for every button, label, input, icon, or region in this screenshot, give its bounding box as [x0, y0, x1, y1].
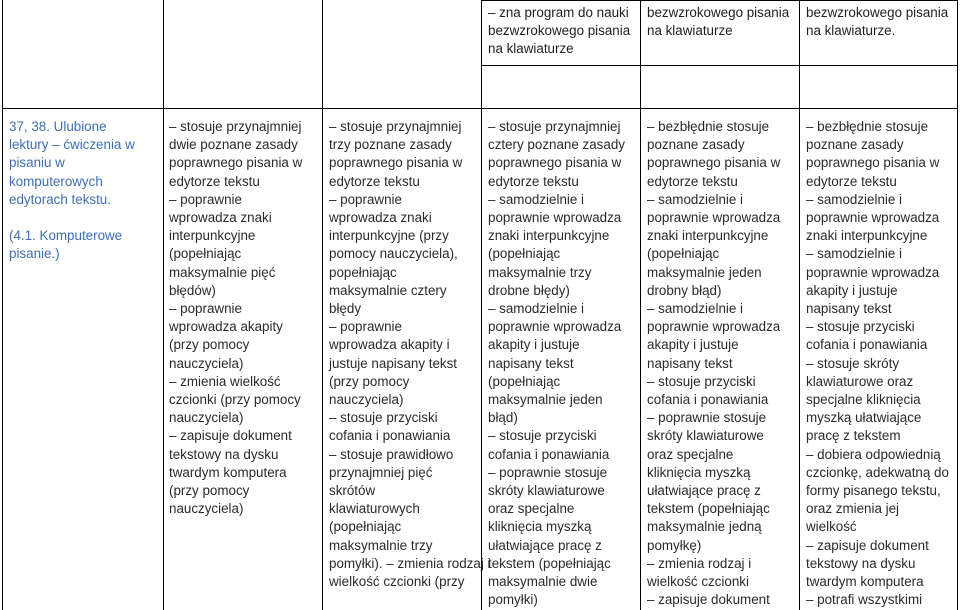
cell-top-col7	[806, 4, 948, 40]
row-divider-top	[481, 0, 958, 1]
cell-line: tekstowy na dysku	[806, 555, 916, 571]
cell-line: – poprawnie	[329, 191, 402, 207]
table-border-left	[2, 0, 3, 610]
cell-line: – samodzielnie i	[488, 191, 585, 207]
cell-line: bezwzrokowego pisania	[488, 23, 631, 39]
cell-line: – stosuje przynajmniej	[169, 119, 302, 134]
table-border-col5	[799, 0, 800, 610]
cell-line: – samodzielnie i	[806, 191, 903, 207]
cell-line: skrótów	[329, 483, 376, 499]
cell-grade-2	[169, 118, 302, 518]
cell-line: bezwzrokowego pisania	[806, 5, 949, 20]
cell-line: interpunkcyjne (przy	[329, 228, 449, 244]
cell-line: – stosuje przyciski	[647, 373, 756, 389]
cell-line: cztery poznane zasady	[488, 137, 625, 153]
cell-line: edytorze tekstu	[329, 173, 420, 189]
cell-line: cofania i ponawiania	[647, 392, 769, 408]
cell-top-col6	[647, 4, 789, 40]
cell-line: – zmienia wielkość	[169, 373, 281, 389]
cell-line: poznane zasady	[806, 137, 904, 153]
cell-line: klawiaturowe oraz	[806, 373, 914, 389]
cell-line: trzy poznane zasady	[329, 137, 452, 153]
cell-line: pomocy nauczyciela),	[329, 246, 458, 262]
cell-line: akapity i justuje	[488, 337, 580, 353]
cell-line: wprowadza akapity	[169, 319, 283, 335]
cell-line: maksymalnie jedną	[647, 519, 762, 535]
cell-line: bezwzrokowego pisania	[647, 5, 790, 20]
cell-line: błędów)	[169, 282, 216, 298]
cell-line: (popełniając	[169, 246, 242, 262]
cell-line: pracę z tekstem	[806, 428, 901, 444]
cell-line: błąd)	[488, 410, 518, 426]
cell-line: (4.1. Komputerowe	[9, 228, 123, 244]
cell-line: edytorze tekstu	[806, 173, 897, 189]
cell-line: czcionki (przy pomocy	[169, 392, 301, 408]
cell-line: pisaniu w	[9, 155, 65, 171]
cell-line: komputerowych	[9, 173, 103, 189]
cell-line: poprawnie wprowadza	[806, 264, 940, 280]
cell-grade-4	[488, 118, 625, 609]
cell-line: ułatwiające pracę z	[647, 483, 761, 499]
cell-line: poprawnie wprowadza	[488, 319, 622, 335]
cell-line: edytorze tekstu	[488, 173, 579, 189]
cell-line: poprawnego pisania w	[806, 155, 940, 171]
cell-line: – samodzielnie i	[647, 301, 744, 317]
cell-line: (popełniając	[329, 519, 402, 535]
cell-line: pomyłki). – zmienia rodzaj i	[329, 555, 491, 571]
cell-line: edytorach tekstu.	[9, 191, 111, 207]
cell-line: wielkość czcionki (przy	[329, 574, 465, 590]
cell-line: twardym komputera	[169, 464, 287, 480]
cell-line: – zapisuje dokument	[169, 428, 292, 444]
cell-line: maksymalnie trzy	[329, 537, 433, 553]
cell-line: pomyłkę)	[647, 537, 702, 553]
cell-line: tekstem (popełniając	[647, 501, 770, 517]
cell-line: napisany tekst	[647, 355, 733, 371]
cell-line: dwie poznane zasady	[169, 137, 298, 153]
cell-line: znaki interpunkcyjne	[488, 228, 610, 244]
cell-line: na klawiaturze	[488, 41, 574, 57]
cell-line: edytorze tekstu	[169, 173, 260, 189]
cell-line: skróty klawiaturowe	[488, 483, 605, 499]
cell-line: – dobiera odpowiednią	[806, 446, 941, 462]
cell-line: poprawnie wprowadza	[647, 210, 781, 226]
cell-line: maksymalnie jeden	[647, 264, 762, 280]
cell-line: cofania i ponawiania	[806, 337, 928, 353]
cell-line: popełniając	[329, 264, 397, 280]
cell-line: (popełniając	[647, 246, 720, 262]
cell-line: lektury – ćwiczenia w	[9, 137, 135, 153]
cell-line: na klawiaturze	[647, 23, 733, 39]
cell-line: tekstem (popełniając	[488, 555, 611, 571]
cell-line: – bezbłędnie stosuje	[647, 119, 770, 134]
table-border-right	[957, 0, 958, 610]
cell-line: wielkość	[806, 519, 857, 535]
cell-line: maksymalnie cztery	[329, 282, 447, 298]
cell-line: znaki interpunkcyjne	[647, 228, 769, 244]
cell-line: – poprawnie stosuje	[488, 464, 608, 480]
cell-line: wielkość czcionki	[647, 574, 749, 590]
cell-line: poprawnego pisania w	[647, 155, 781, 171]
cell-line: – potrafi wszystkimi	[806, 592, 923, 608]
cell-line: maksymalnie pięć	[169, 264, 276, 280]
cell-line: błędy	[329, 301, 362, 317]
cell-line: maksymalnie dwie	[488, 574, 598, 590]
cell-line: 37, 38. Ulubione	[9, 119, 107, 134]
cell-line: na klawiaturze.	[806, 23, 896, 39]
cell-line: poprawnie wprowadza	[488, 210, 622, 226]
cell-line: – samodzielnie i	[806, 246, 903, 262]
cell-line: kliknięcia myszką	[488, 519, 592, 535]
cell-line: poprawnie wprowadza	[647, 319, 781, 335]
cell-line: (przy pomocy	[329, 373, 410, 389]
cell-line: maksymalnie trzy	[488, 264, 592, 280]
cell-line: – stosuje skróty	[806, 355, 900, 371]
cell-line: wprowadza znaki	[169, 210, 272, 226]
cell-topic	[9, 118, 135, 264]
cell-line: cofania i ponawiania	[488, 446, 610, 462]
cell-line: czcionkę, adekwatną do	[806, 464, 949, 480]
cell-line: akapity i justuje	[806, 282, 898, 298]
cell-line: nauczyciela)	[169, 501, 244, 517]
table-border-col2	[322, 0, 323, 610]
cell-line: nauczyciela)	[329, 392, 404, 408]
cell-line: poprawnie wprowadza	[806, 210, 940, 226]
cell-line: – poprawnie	[169, 191, 242, 207]
cell-line: oraz zmienia jej	[806, 501, 900, 517]
cell-line: klawiaturowych	[329, 501, 420, 517]
cell-line: nauczyciela)	[169, 355, 244, 371]
cell-line: – poprawnie	[169, 301, 242, 317]
cell-line: – zna program do nauki	[488, 5, 629, 20]
cell-line: drobne błędy)	[488, 282, 570, 298]
cell-line: poprawnego pisania w	[488, 155, 622, 171]
cell-line: interpunkcyjne	[169, 228, 256, 244]
cell-line: kliknięcia myszką	[647, 464, 751, 480]
cell-line: skróty klawiaturowe	[647, 428, 764, 444]
cell-grade-6	[806, 118, 949, 609]
cell-line: – stosuje prawidłowo	[329, 446, 454, 462]
cell-line: edytorze tekstu	[647, 173, 738, 189]
cell-line: poprawnego pisania w	[169, 155, 303, 171]
cell-line: (popełniając	[488, 373, 561, 389]
cell-line: – samodzielnie i	[488, 301, 585, 317]
cell-line: przynajmniej pięć	[329, 464, 433, 480]
cell-line: wprowadza znaki	[329, 210, 432, 226]
cell-line: twardym komputera	[806, 574, 924, 590]
cell-line: – stosuje przyciski	[806, 319, 915, 335]
cell-line: – stosuje przyciski	[329, 410, 438, 426]
cell-line: drobny błąd)	[647, 282, 722, 298]
cell-line: napisany tekst	[806, 301, 892, 317]
cell-line: (przy pomocy	[169, 337, 250, 353]
cell-line: (przy pomocy	[169, 483, 250, 499]
cell-grade-5	[647, 118, 780, 609]
cell-line: cofania i ponawiania	[329, 428, 451, 444]
cell-line: wprowadza akapity i	[329, 337, 450, 353]
cell-line: oraz specjalne	[647, 446, 734, 462]
cell-line: formy pisanego tekstu,	[806, 483, 941, 499]
cell-line	[9, 209, 135, 227]
cell-line: – stosuje przynajmniej	[329, 119, 462, 134]
cell-line: justuje napisany tekst	[329, 355, 458, 371]
cell-line: – poprawnie	[329, 319, 402, 335]
cell-line: napisany tekst	[488, 355, 574, 371]
cell-top-col5	[488, 4, 630, 59]
cell-line: – zapisuje dokument	[806, 537, 929, 553]
cell-line: – stosuje przynajmniej	[488, 119, 621, 134]
cell-line: myszką ułatwiające	[806, 410, 922, 426]
cell-line: tekstowy na dysku	[169, 446, 279, 462]
cell-line: – stosuje przyciski	[488, 428, 597, 444]
row-divider	[481, 65, 958, 66]
cell-line: pomyłki)	[488, 592, 538, 608]
cell-line: nauczyciela)	[169, 410, 244, 426]
cell-line: specjalne kliknięcia	[806, 392, 921, 408]
row-divider-main	[2, 108, 958, 109]
cell-line: akapity i justuje	[647, 337, 739, 353]
cell-line: – bezbłędnie stosuje	[806, 119, 929, 134]
cell-grade-3	[329, 118, 491, 591]
cell-line: pisanie.)	[9, 246, 60, 262]
cell-line: – samodzielnie i	[647, 191, 744, 207]
cell-line: maksymalnie jeden	[488, 392, 603, 408]
table-border-col1	[163, 0, 164, 610]
cell-line: – zmienia rodzaj i	[647, 555, 752, 571]
cell-line: ułatwiające pracę z	[488, 537, 602, 553]
cell-line: oraz specjalne	[488, 501, 575, 517]
cell-line: poznane zasady	[647, 137, 745, 153]
table-border-col4	[640, 0, 641, 610]
cell-line: znaki interpunkcyjne	[806, 228, 928, 244]
cell-line: – poprawnie stosuje	[647, 410, 767, 426]
cell-line: poprawnego pisania w	[329, 155, 463, 171]
cell-line: – zapisuje dokument	[647, 592, 770, 608]
cell-line: (popełniając	[488, 246, 561, 262]
